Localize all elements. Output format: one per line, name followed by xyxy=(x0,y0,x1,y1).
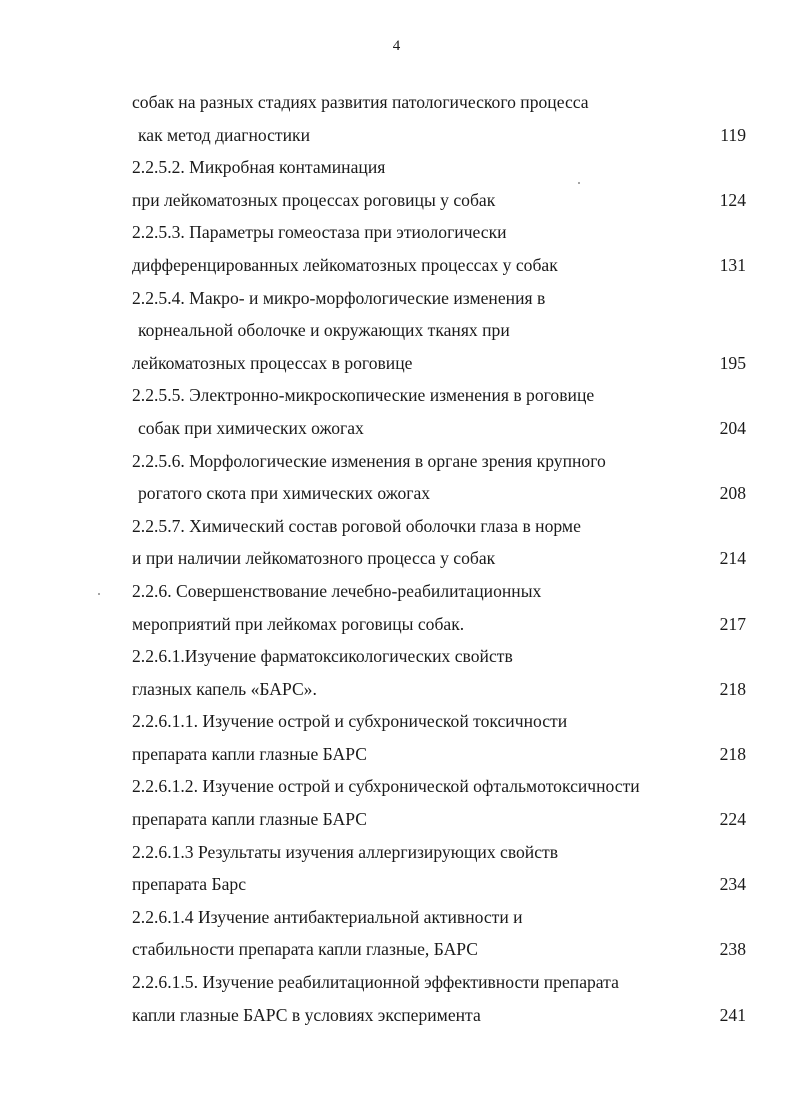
toc-entry-text: капли глазные БАРС в условиях эксперимента xyxy=(132,1004,481,1025)
toc-entry-text: 2.2.5.6. Морфологические изменения в органе зрения крупного xyxy=(132,450,606,471)
toc-page-number: 241 xyxy=(719,1004,746,1025)
page-number: 4 xyxy=(392,38,401,54)
toc-page-number: 214 xyxy=(719,548,746,569)
toc-line xyxy=(132,412,746,445)
toc-line xyxy=(132,640,746,673)
toc-page-number: 224 xyxy=(719,809,746,830)
toc-page-number: 119 xyxy=(720,124,746,145)
toc-entry-text: собак при химических ожогах xyxy=(138,417,364,438)
toc-line xyxy=(132,379,746,412)
toc-line xyxy=(132,933,746,966)
toc-line xyxy=(132,770,746,803)
toc-line xyxy=(132,836,746,869)
toc-line xyxy=(132,282,746,315)
scan-speck xyxy=(578,182,580,184)
toc-page-number: 131 xyxy=(719,254,746,275)
toc-entry-text: 2.2.6.1.Изучение фарматоксикологических свойств xyxy=(132,646,513,667)
toc-entry-text: 2.2.6. Совершенствование лечебно-реабилитационных xyxy=(132,580,542,601)
toc-entry-text: корнеальной оболочке и окружающих тканях при xyxy=(138,320,510,341)
toc-line xyxy=(132,999,746,1032)
toc-entry-text: глазных капель «БАРС». xyxy=(132,678,317,699)
toc-entry-text: как метод диагностики xyxy=(138,124,310,145)
toc-page-number: 217 xyxy=(719,613,746,634)
toc-entry-text: мероприятий при лейкомах роговицы собак. xyxy=(132,613,465,634)
toc-entry-text: 2.2.6.1.3 Результаты изучения аллергизирующих свойств xyxy=(132,841,559,862)
toc-line xyxy=(132,347,746,380)
toc-page-number: 124 xyxy=(719,189,746,210)
toc-entry-text: 2.2.5.7. Химический состав роговой оболочки глаза в норме xyxy=(132,515,581,536)
scan-speck xyxy=(98,593,100,595)
toc-entry-text: 2.2.5.4. Макро- и микро-морфологические изменения в xyxy=(132,287,546,308)
toc-line xyxy=(132,738,746,771)
toc-page-number: 234 xyxy=(719,874,746,895)
table-of-contents xyxy=(132,86,746,1031)
toc-entry-text: 2.2.5.2. Микробная контаминация xyxy=(132,157,386,178)
toc-page-number: 218 xyxy=(719,678,746,699)
toc-entry-text: 2.2.6.1.4 Изучение антибактериальной активности и xyxy=(132,906,523,927)
toc-entry-text: препарата капли глазные БАРС xyxy=(132,743,367,764)
toc-entry-text: собак на разных стадиях развития патологического процесса xyxy=(132,92,589,112)
toc-page-number: 218 xyxy=(719,743,746,764)
toc-line xyxy=(132,510,746,543)
toc-line xyxy=(132,673,746,706)
toc-page-number: 195 xyxy=(719,352,746,373)
toc-entry-text: 2.2.6.1.2. Изучение острой и субхронической офтальмотоксичности xyxy=(132,776,640,797)
toc-entry-text: дифференцированных лейкоматозных процессах у собак xyxy=(132,254,558,275)
toc-line xyxy=(132,803,746,836)
toc-line xyxy=(132,705,746,738)
toc-line xyxy=(132,184,746,217)
toc-entry-text: 2.2.5.5. Электронно-микроскопические изменения в роговице xyxy=(132,385,595,406)
toc-line xyxy=(132,445,746,478)
toc-entry-text: препарата капли глазные БАРС xyxy=(132,809,367,830)
toc-line xyxy=(132,119,746,152)
toc-page-number: 208 xyxy=(719,483,746,504)
toc-entry-text: рогатого скота при химических ожогах xyxy=(138,483,431,504)
toc-line xyxy=(132,314,746,347)
toc-line xyxy=(132,542,746,575)
toc-line xyxy=(132,477,746,510)
toc-page-number: 204 xyxy=(719,417,746,438)
toc-line xyxy=(132,216,746,249)
toc-entry-text: 2.2.6.1.1. Изучение острой и субхронической токсичности xyxy=(132,711,568,732)
toc-page-number: 238 xyxy=(719,939,746,960)
toc-entry-text: и при наличии лейкоматозного процесса у собак xyxy=(132,548,496,569)
toc-entry-text: 2.2.6.1.5. Изучение реабилитационной эффективности препарата xyxy=(132,972,619,993)
toc-entry-text: препарата Барс xyxy=(132,874,247,895)
toc-entry-text: при лейкоматозных процессах роговицы у собак xyxy=(132,189,496,210)
toc-line xyxy=(132,249,746,282)
toc-entry-text: 2.2.5.3. Параметры гомеостаза при этиологически xyxy=(132,222,507,243)
toc-line xyxy=(132,608,746,641)
toc-line xyxy=(132,151,746,184)
toc-line xyxy=(132,575,746,608)
toc-line xyxy=(132,86,746,119)
toc-entry-text: лейкоматозных процессах в роговице xyxy=(132,352,413,373)
toc-entry-text: стабильности препарата капли глазные, БАРС xyxy=(132,939,479,960)
toc-line xyxy=(132,966,746,999)
toc-line xyxy=(132,868,746,901)
toc-line xyxy=(132,901,746,934)
